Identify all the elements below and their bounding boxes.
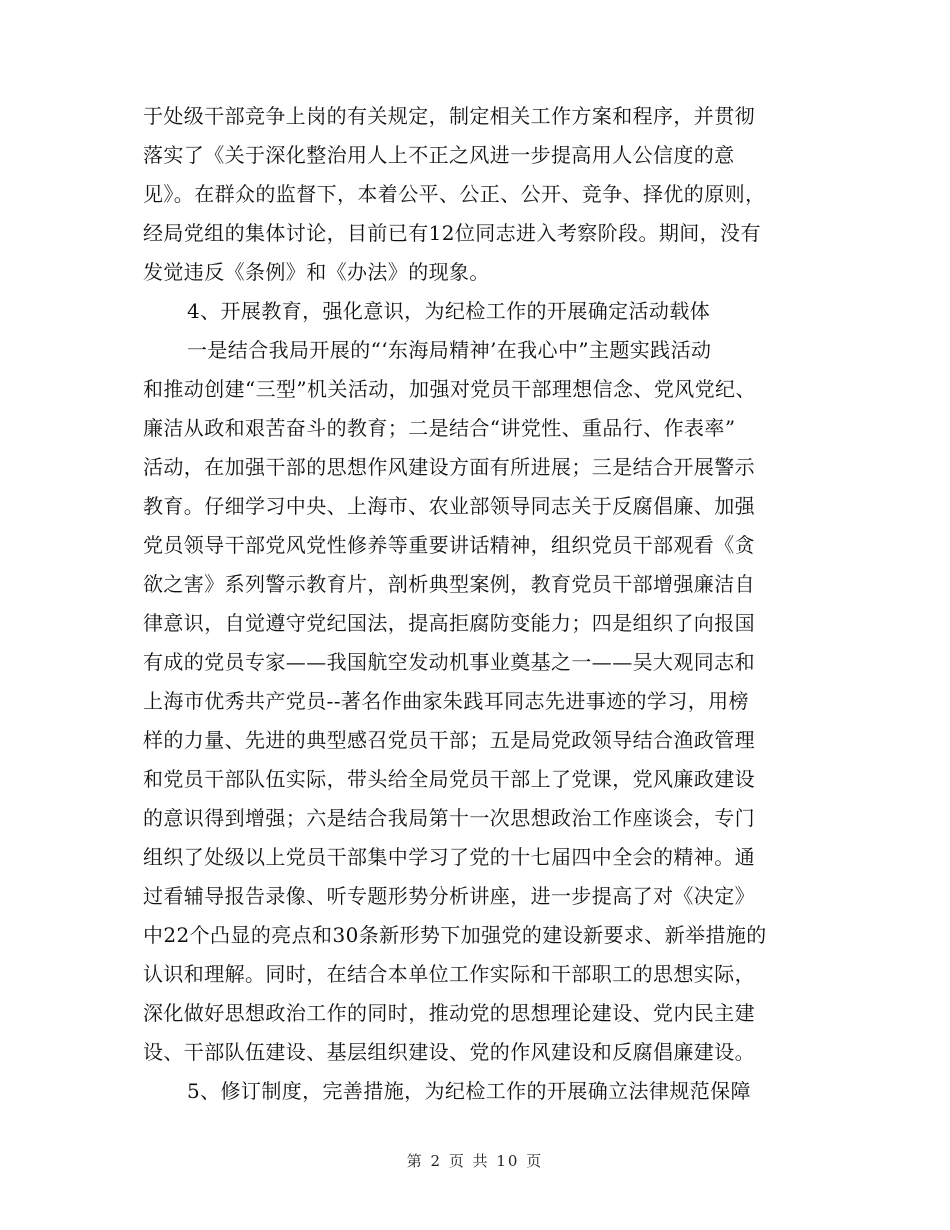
body-text-line: 经局党组的集体讨论，目前已有12位同志进入考察阶段。期间，没有 <box>143 221 761 245</box>
section-heading-5: 5、修订制度，完善措施，为纪检工作的开展确立法律规范保障 <box>187 1079 751 1103</box>
body-text-line: 教育。仔细学习中央、上海市、农业部领导同志关于反腐倡廉、加强 <box>143 494 755 518</box>
body-text-line: 和党员干部队伍实际，带头给全局党员干部上了党课，党风廉政建设 <box>143 767 755 791</box>
body-text-line: 一是结合我局开展的“‘东海局精神’在我心中”主题实践活动 <box>187 338 712 362</box>
body-text-line: 深化做好思想政治工作的同时，推动党的思想理论建设、党内民主建 <box>143 1001 755 1025</box>
body-text-line: 有成的党员专家——我国航空发动机事业奠基之一——吴大观同志和 <box>143 650 755 674</box>
body-text-line: 过看辅导报告录像、听专题形势分析讲座，进一步提高了对《决定》 <box>143 884 755 908</box>
body-text-line: 上海市优秀共产党员--著名作曲家朱践耳同志先进事迹的学习，用榜 <box>143 689 749 713</box>
body-text-line: 发觉违反《条例》和《办法》的现象。 <box>143 260 490 284</box>
body-text-line: 活动，在加强干部的思想作风建设方面有所进展；三是结合开展警示 <box>143 455 755 479</box>
body-text-line: 的意识得到增强；六是结合我局第十一次思想政治工作座谈会，专门 <box>143 806 755 830</box>
body-text-line: 欲之害》系列警示教育片，剖析典型案例，教育党员干部增强廉洁自 <box>143 572 755 596</box>
body-text-line: 样的力量、先进的典型感召党员干部；五是局党政领导结合渔政管理 <box>143 728 755 752</box>
body-text-line: 中22个凸显的亮点和30条新形势下加强党的建设新要求、新举措施的 <box>143 923 767 947</box>
body-text-line: 廉洁从政和艰苦奋斗的教育；二是结合“讲党性、重品行、作表率” <box>143 416 736 440</box>
body-text-line: 见》。在群众的监督下，本着公平、公正、公开、竞争、择优的原则， <box>143 182 766 206</box>
page-number-footer: 第 2 页 共 10 页 <box>406 1152 544 1170</box>
body-text-line: 落实了《关于深化整治用人上不正之风进一步提高用人公信度的意 <box>143 143 735 167</box>
body-text-line: 认识和理解。同时，在结合本单位工作实际和干部职工的思想实际， <box>143 962 755 986</box>
body-text-line: 和推动创建“三型”机关活动，加强对党员干部理想信念、党风党纪、 <box>143 377 756 401</box>
section-heading-4: 4、开展教育，强化意识，为纪检工作的开展确定活动载体 <box>187 299 711 323</box>
body-text-line: 律意识，自觉遵守党纪国法，提高拒腐防变能力；四是组织了向报国 <box>143 611 755 635</box>
body-text-line: 组织了处级以上党员干部集中学习了党的十七届四中全会的精神。通 <box>143 845 755 869</box>
body-text-line: 设、干部队伍建设、基层组织建设、党的作风建设和反腐倡廉建设。 <box>143 1040 755 1064</box>
body-text-line: 于处级干部竞争上岗的有关规定，制定相关工作方案和程序，并贯彻 <box>143 104 755 128</box>
body-text-line: 党员领导干部党风党性修养等重要讲话精神，组织党员干部观看《贪 <box>143 533 755 557</box>
